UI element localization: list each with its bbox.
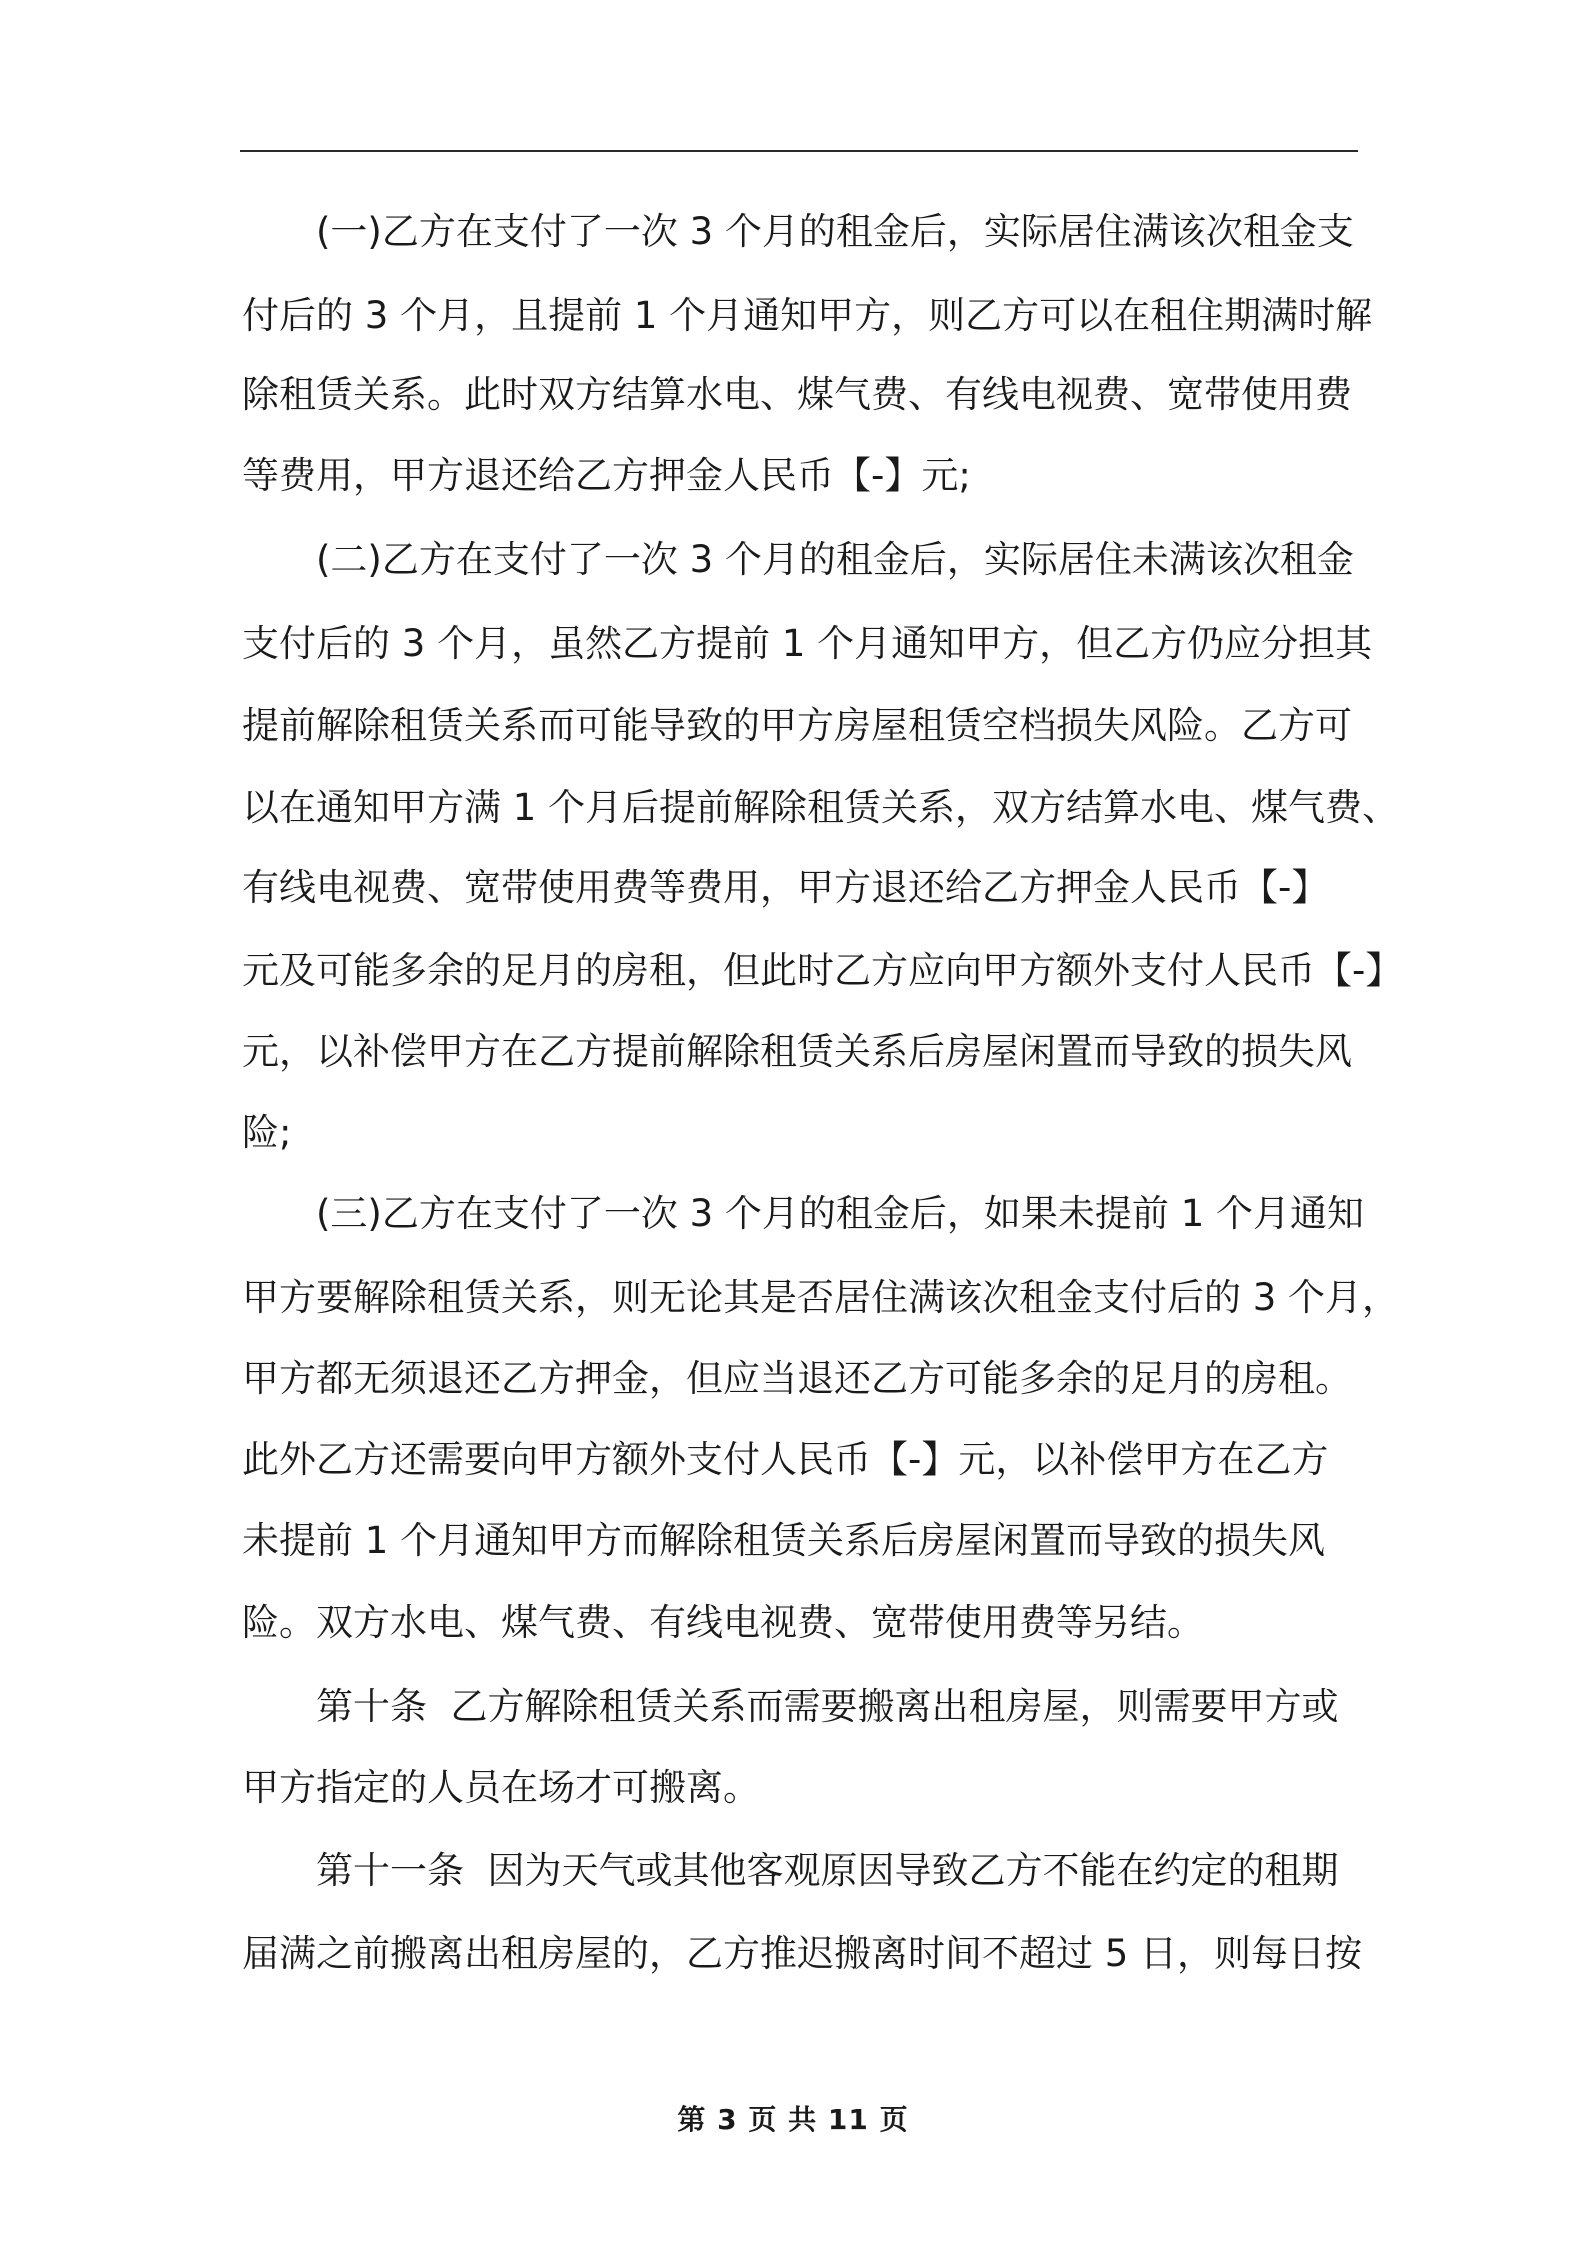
text-line: 元，以补偿甲方在乙方提前解除租赁关系后房屋闲置而导致的损失风 xyxy=(242,1030,1352,1073)
text-line: 甲方都无须退还乙方押金，但应当退还乙方可能多余的足月的房租。 xyxy=(242,1357,1352,1400)
text-line: 未提前 1 个月通知甲方而解除租赁关系后房屋闲置而导致的损失风 xyxy=(242,1519,1326,1562)
text-line: 除租赁关系。此时双方结算水电、煤气费、有线电视费、宽带使用费 xyxy=(242,373,1352,416)
text-line: 险; xyxy=(242,1111,292,1154)
text-line: 第十条 乙方解除租赁关系而需要搬离出租房屋，则需要甲方或 xyxy=(316,1685,1339,1728)
text-line: (三)乙方在支付了一次 3 个月的租金后，如果未提前 1 个月通知 xyxy=(316,1192,1364,1235)
text-line: 此外乙方还需要向甲方额外支付人民币【-】元，以补偿甲方在乙方 xyxy=(242,1438,1329,1481)
text-line: 甲方指定的人员在场才可搬离。 xyxy=(242,1766,760,1809)
text-line: 提前解除租赁关系而可能导致的甲方房屋租赁空档损失风险。乙方可 xyxy=(242,704,1352,747)
text-line: (一)乙方在支付了一次 3 个月的租金后，实际居住满该次租金支 xyxy=(316,210,1354,253)
text-line: 以在通知甲方满 1 个月后提前解除租赁关系，双方结算水电、煤气费、 xyxy=(242,786,1400,829)
text-line: 元及可能多余的足月的房租，但此时乙方应向甲方额外支付人民币【-】 xyxy=(242,949,1403,992)
text-line: (二)乙方在支付了一次 3 个月的租金后，实际居住未满该次租金 xyxy=(316,538,1354,581)
text-line: 甲方要解除租赁关系，则无论其是否居住满该次租金支付后的 3 个月， xyxy=(242,1276,1400,1319)
text-line: 付后的 3 个月，且提前 1 个月通知甲方，则乙方可以在租住期满时解 xyxy=(242,294,1373,337)
text-line: 险。双方水电、煤气费、有线电视费、宽带使用费等另结。 xyxy=(242,1601,1204,1644)
text-line: 有线电视费、宽带使用费等费用，甲方退还给乙方押金人民币【-】 xyxy=(242,866,1329,909)
text-line: 第十一条 因为天气或其他客观原因导致乙方不能在约定的租期 xyxy=(316,1849,1339,1892)
text-line: 等费用，甲方退还给乙方押金人民币【-】元; xyxy=(242,454,971,497)
text-line: 届满之前搬离出租房屋的，乙方推迟搬离时间不超过 5 日，则每日按 xyxy=(242,1932,1363,1975)
text-line: 支付后的 3 个月，虽然乙方提前 1 个月通知甲方，但乙方仍应分担其 xyxy=(242,622,1373,665)
page-number-footer: 第 3 页 共 11 页 xyxy=(677,2103,909,2136)
